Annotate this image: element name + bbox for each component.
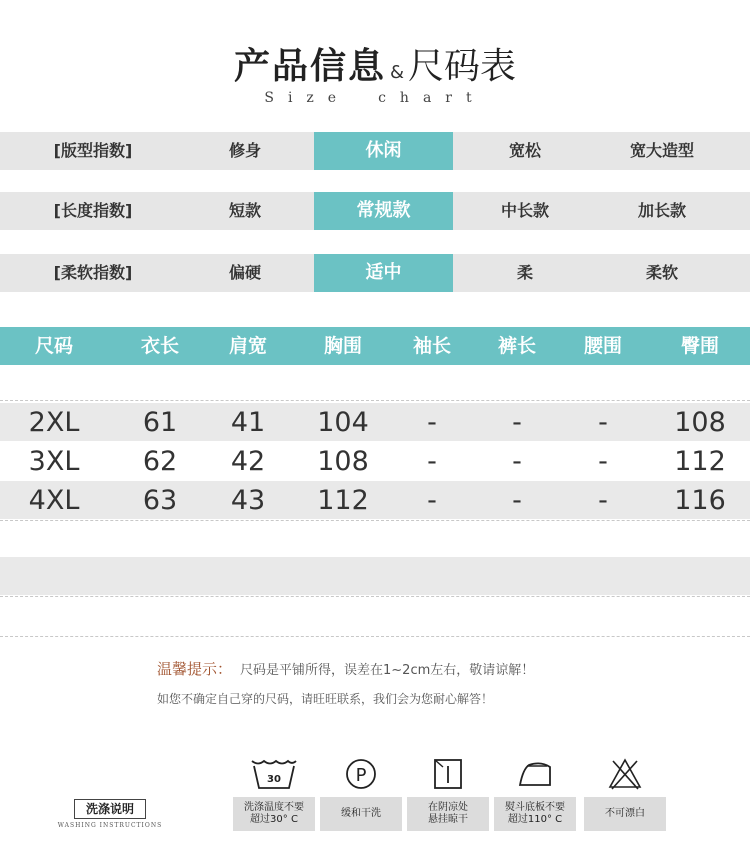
table-cell: - (427, 407, 437, 438)
care-label-line-2: 超过110° C (507, 814, 563, 825)
table-cell: 63 (142, 485, 178, 516)
column-header: 衣长 (140, 335, 179, 357)
table-cell: - (427, 446, 437, 477)
index-option: 宽大造型 (629, 141, 694, 160)
table-row (0, 481, 750, 519)
subtitle-word-1: Size (264, 90, 351, 106)
tips-lead: 温馨提示： (157, 660, 233, 678)
title-main: 产品信息 (233, 46, 386, 87)
table-cell: 104 (317, 407, 369, 438)
washing-subtitle: WASHING INSTRUCTIONS (57, 822, 163, 829)
care-label-line-1: 缓和干洗 (341, 808, 381, 819)
care-item-dry-clean (320, 755, 402, 831)
index-option: 柔软 (645, 263, 678, 282)
care-item-no-bleach (584, 755, 666, 831)
care-label-line-2: 超过30° C (250, 814, 298, 825)
dry-clean-p-icon (320, 755, 402, 793)
page-title (0, 38, 750, 89)
empty-row-band (0, 557, 750, 595)
table-cell: 2XL (28, 407, 80, 438)
care-label (407, 797, 489, 831)
table-cell: 61 (142, 407, 178, 438)
column-header: 尺码 (34, 335, 73, 357)
line-dry-shade-icon (407, 755, 489, 793)
table-cell: 108 (317, 446, 369, 477)
table-cell: 4XL (28, 485, 80, 516)
table-cell: 108 (674, 407, 726, 438)
column-header: 臀围 (680, 335, 719, 357)
index-option: 柔 (516, 263, 533, 282)
index-option: 短款 (228, 201, 261, 220)
table-cell: - (427, 485, 437, 516)
index-option-selected: 休闲 (314, 132, 453, 170)
tips-text-1: 尺码是平铺所得，误差在1~2cm左右，敬请谅解！ (240, 663, 535, 678)
size-table-header (0, 327, 750, 365)
table-cell: 62 (142, 446, 178, 477)
care-label (494, 797, 576, 831)
divider (0, 596, 750, 597)
index-option: 宽松 (508, 141, 541, 160)
care-label (320, 797, 402, 831)
care-label-line-1: 在阴凉处 (428, 802, 468, 813)
index-option: 中长款 (500, 201, 549, 220)
care-item-line-dry (407, 755, 489, 831)
index-option-selected: 适中 (314, 254, 453, 292)
subtitle-word-2: chart (378, 90, 486, 106)
index-row (0, 254, 750, 292)
table-cell: - (598, 446, 608, 477)
divider (0, 520, 750, 521)
care-label (233, 797, 315, 831)
iron-110-icon (494, 755, 576, 793)
care-label-line-1: 熨斗底板不要 (505, 802, 565, 813)
table-cell: 3XL (28, 446, 80, 477)
care-label-line-1: 洗涤温度不要 (244, 802, 304, 813)
column-header: 裤长 (497, 335, 536, 357)
care-label (584, 797, 666, 831)
dry-clean-letter: P (355, 765, 367, 786)
index-row (0, 132, 750, 170)
column-header: 肩宽 (228, 335, 267, 357)
table-cell: 43 (230, 485, 266, 516)
table-cell: - (512, 446, 522, 477)
index-row (0, 192, 750, 230)
column-header: 胸围 (323, 335, 362, 357)
index-option: 偏硬 (228, 263, 261, 282)
care-label-line-1: 不可漂白 (605, 808, 645, 819)
column-header: 腰围 (583, 335, 622, 357)
care-item-iron (494, 755, 576, 831)
tips-line-1 (157, 658, 534, 679)
table-cell: - (598, 407, 608, 438)
table-row (0, 403, 750, 441)
table-row (0, 442, 750, 480)
tips-line-2: 如您不确定自己穿的尺码，请旺旺联系，我们会为您耐心解答！ (157, 692, 494, 706)
page-subtitle (0, 90, 750, 106)
index-row-label: [长度指数] (53, 201, 133, 220)
index-option: 加长款 (637, 201, 686, 220)
table-cell: - (512, 485, 522, 516)
washing-title: 洗涤说明 (74, 799, 146, 819)
care-label-line-2: 悬挂晾干 (428, 814, 468, 825)
table-cell: 116 (674, 485, 726, 516)
table-cell: 112 (317, 485, 369, 516)
index-row-label: [柔软指数] (53, 263, 133, 282)
divider (0, 636, 750, 637)
table-cell: 41 (230, 407, 266, 438)
index-row-label: [版型指数] (53, 141, 133, 160)
column-header: 袖长 (412, 335, 451, 357)
wash-temp-label: 30 (267, 774, 281, 785)
wash-30-icon (233, 755, 315, 793)
table-cell: 42 (230, 446, 266, 477)
divider (0, 400, 750, 401)
care-item-wash (233, 755, 315, 831)
table-cell: - (598, 485, 608, 516)
table-cell: - (512, 407, 522, 438)
title-ampersand: & (389, 62, 405, 83)
no-bleach-icon (584, 755, 666, 793)
index-option: 修身 (228, 141, 261, 160)
title-sub: 尺码表 (408, 46, 517, 87)
index-option-selected: 常规款 (314, 192, 453, 230)
table-cell: 112 (674, 446, 726, 477)
